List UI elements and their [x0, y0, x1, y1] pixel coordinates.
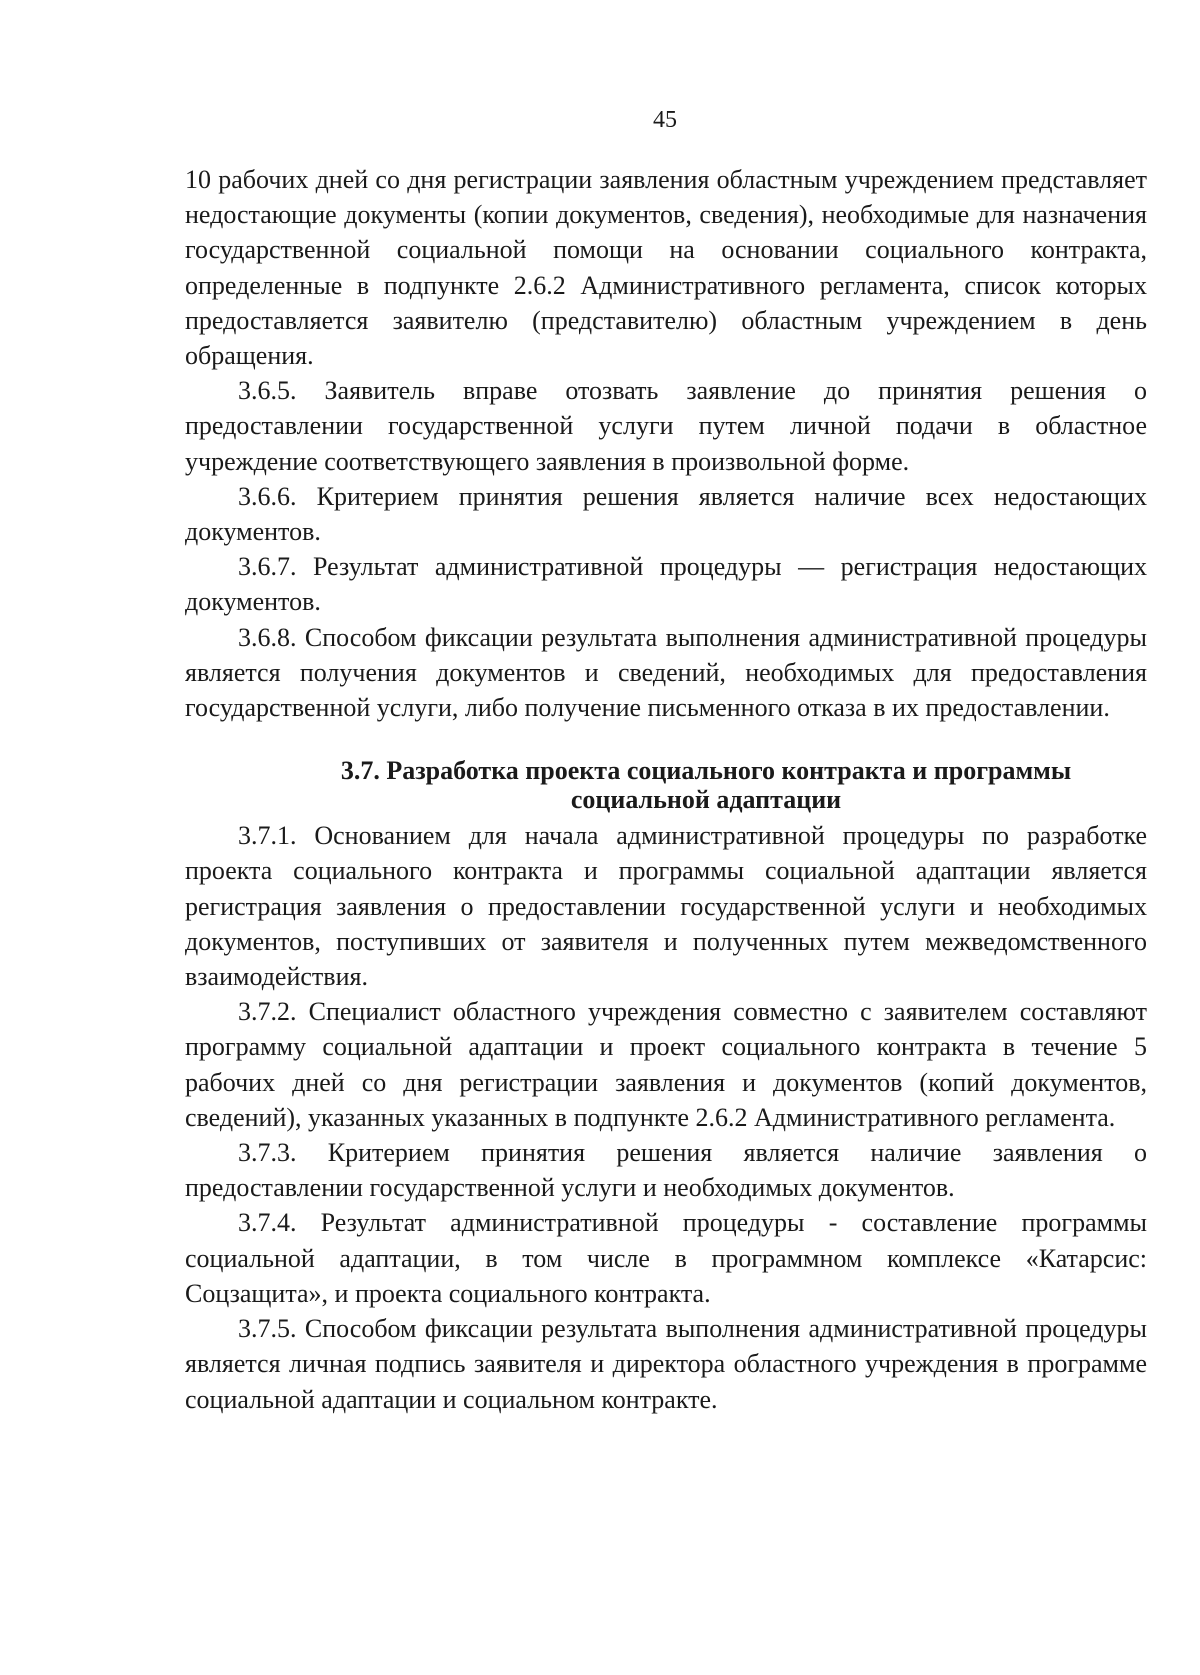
paragraph-3-6-5: 3.6.5. Заявитель вправе отозвать заявление до принятия решения о предоставлении государственной услуги путем личной подачи в областное учреждение соответствующего заявления в произвольной форме.: [185, 376, 1147, 476]
paragraph-continuation: 10 рабочих дней со дня регистрации заявления областным учреждением представляет недостающие документы (копии документов, сведения), необходимые для назначения государственной социальной помощи на основании социального контракта, определенные в подпункте 2.6.2 Административного регламента, список которых предоставляется заявителю (представителю) областным учреждением в день обращения.: [185, 165, 1147, 371]
paragraph-3-6-6: 3.6.6. Критерием принятия решения является наличие всех недостающих документов.: [185, 481, 1147, 547]
paragraph-3-7-2: 3.7.2. Специалист областного учреждения совместно с заявителем составляют программу социальной адаптации и проект социального контракта в течение 5 рабочих дней со дня регистрации заявления и документов (копий документов, сведений), указанных указанных в подпункте 2.6.2 Административного регламента.: [185, 997, 1147, 1132]
document-body: [185, 162, 1147, 1417]
section-heading-line-2: социальной адаптации: [570, 785, 842, 815]
section-heading-3-7: [185, 756, 1147, 814]
paragraph-3-7-3: 3.7.3. Критерием принятия решения является наличие заявления о предоставлении государственной услуги и необходимых документов.: [185, 1138, 1147, 1203]
section-heading-line-1: 3.7. Разработка проекта социального контракта и программы: [340, 756, 1072, 786]
page-number: 45: [653, 107, 677, 133]
paragraph-3-7-5: 3.7.5. Способом фиксации результата выполнения административной процедуры является личная подпись заявителя и директора областного учреждения в программе социальной адаптации и социальном контракте.: [185, 1314, 1147, 1414]
paragraph-3-6-8: 3.6.8. Способом фиксации результата выполнения административной процедуры является получения документов и сведений, необходимых для предоставления государственной услуги, либо получение письменного отказа в их предоставлении.: [185, 622, 1147, 723]
paragraph-3-7-4: 3.7.4. Результат административной процедуры - составление программы социальной адаптации, в том числе в программном комплексе «Катарсис: Соцзащита», и проекта социального контракта.: [185, 1208, 1147, 1308]
paragraph-3-6-7: 3.6.7. Результат административной процедуры — регистрация недостающих документов.: [185, 552, 1147, 617]
paragraph-3-7-1: 3.7.1. Основанием для начала административной процедуры по разработке проекта социального контракта и программы социальной адаптации является регистрация заявления о предоставлении государственной услуги и необходимых документов, поступивших от заявителя и полученных путем межведомственного взаимодействия.: [185, 821, 1147, 992]
